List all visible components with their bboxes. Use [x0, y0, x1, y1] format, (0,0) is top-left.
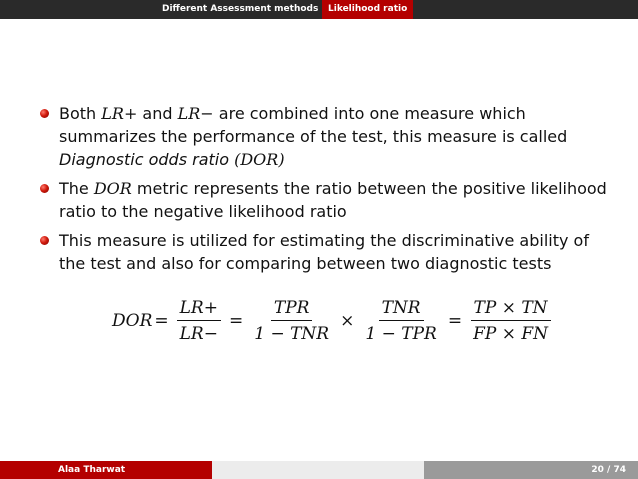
nav-section-different-assessment-methods[interactable]: Different Assessment methods [162, 4, 319, 14]
math-lr-plus: LR+ [101, 104, 138, 123]
bullet-item-1 [40, 102, 620, 171]
bullet-2-text-a: The [59, 179, 94, 198]
footer-page-number: 20 / 74 [424, 461, 638, 479]
math-dor-abbrev: (DOR) [234, 150, 285, 169]
formula-equals-3: = [447, 311, 463, 331]
dor-formula [112, 298, 557, 344]
bullet-item-2 [40, 177, 620, 223]
fraction-lr [177, 298, 221, 344]
formula-equals-1: = [154, 311, 169, 331]
fraction-lr-denominator: LR− [179, 324, 218, 344]
bullet-1-text-a: Both [59, 104, 102, 123]
footer-author: Alaa Tharwat [0, 461, 212, 479]
fraction-tpr [251, 298, 332, 344]
formula-lhs: DOR [112, 311, 153, 331]
bullet-2-text-b: metric represents the ratio between the positive likelihood ratio to the negative likelihood ratio [59, 179, 607, 221]
bullet-item-3 [40, 229, 620, 275]
term-diagnostic-odds-ratio: Diagnostic odds ratio [59, 150, 230, 169]
fraction-tnr [362, 298, 439, 344]
bullet-list [40, 102, 620, 281]
bullet-3-text: This measure is utilized for estimating the discriminative ability of the test and also for comparing between two diagnostic tests [59, 231, 589, 273]
footer-title-spacer [212, 461, 424, 479]
fraction-tpr-numerator: TPR [271, 298, 313, 321]
formula-equals-2: = [228, 311, 244, 331]
fraction-tnr-numerator: TNR [379, 298, 424, 321]
fraction-counts-numerator: TP × TN [471, 298, 551, 321]
fraction-tnr-denominator: 1 − TPR [365, 324, 437, 344]
fraction-tpr-denominator: 1 − TNR [254, 324, 330, 344]
fraction-counts [470, 298, 551, 344]
top-navigation-bar [0, 0, 638, 19]
formula-times: × [340, 311, 355, 331]
footer-bar [0, 461, 638, 479]
bullet-1-text-b: and [137, 104, 178, 123]
math-lr-minus: LR− [177, 104, 214, 123]
fraction-lr-numerator: LR+ [177, 298, 221, 321]
bullet-1-text-c: are combined into one measure which summarizes the performance of the test, this measure is called [59, 104, 568, 146]
fraction-counts-denominator: FP × FN [473, 324, 549, 344]
nav-section-likelihood-ratio[interactable]: Likelihood ratio [322, 0, 413, 19]
math-dor: DOR [93, 179, 132, 198]
